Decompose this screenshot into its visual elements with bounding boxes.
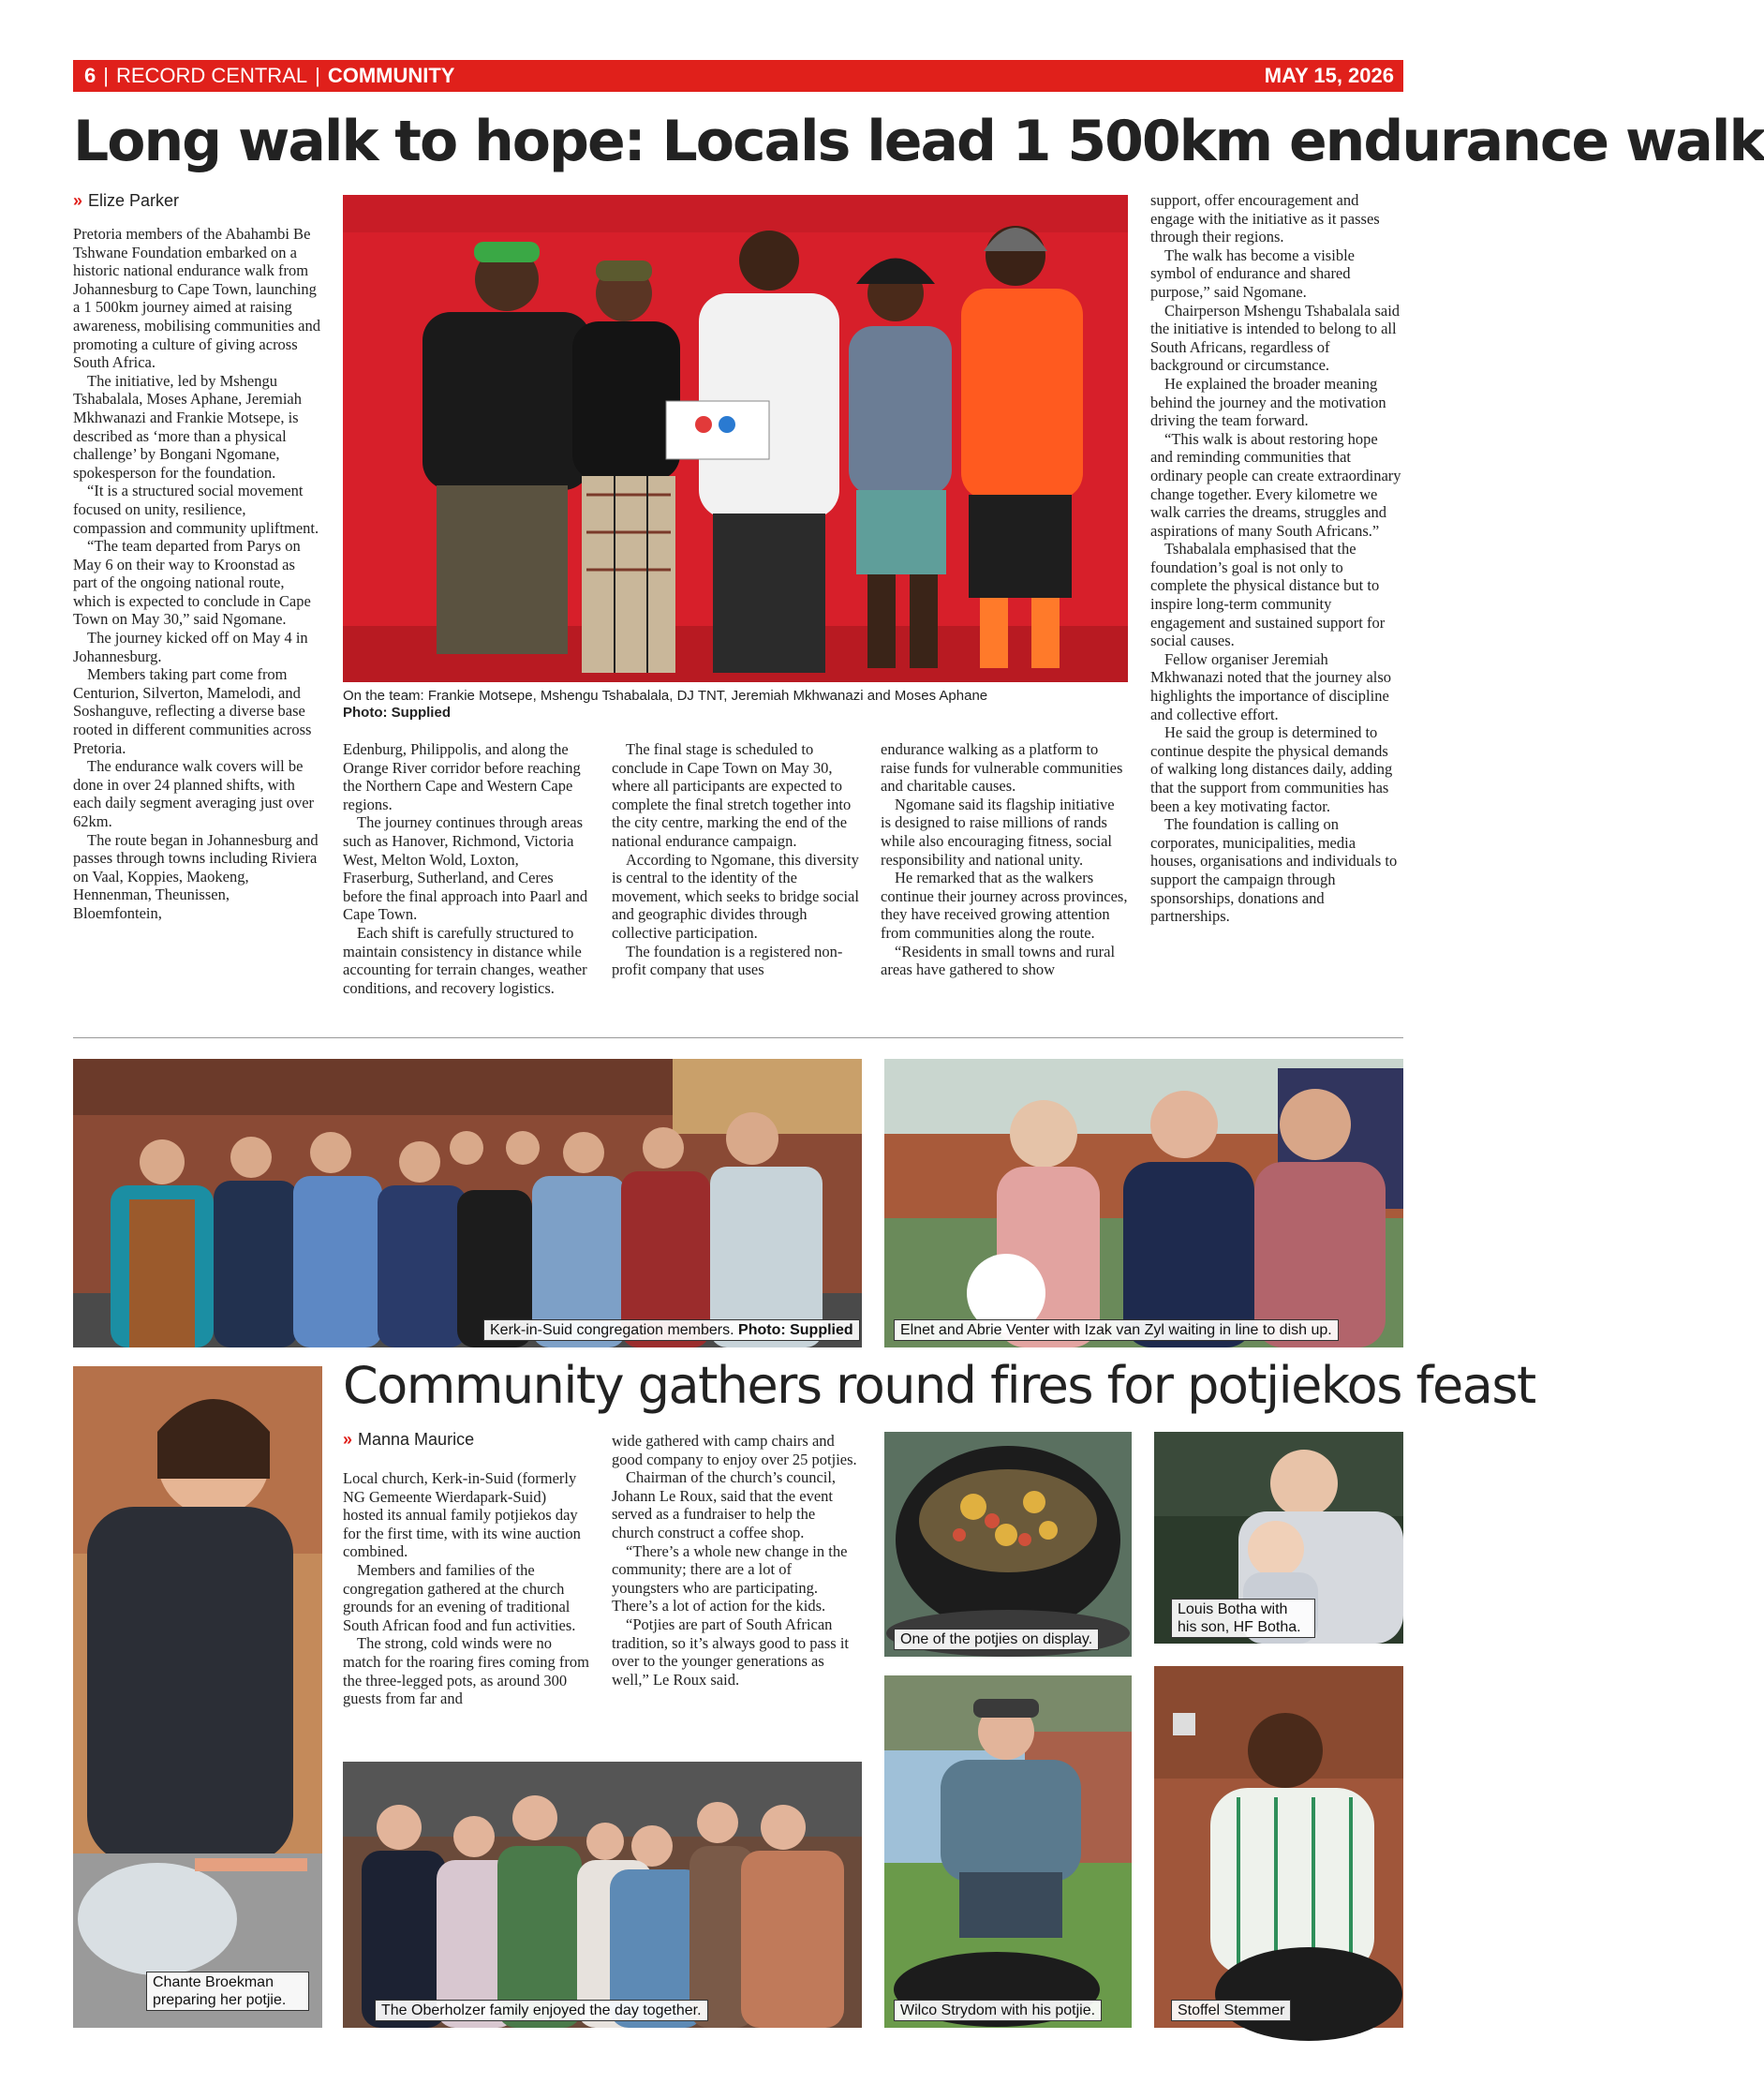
chevron-right-icon: »	[73, 191, 83, 210]
paragraph: “It is a structured social movement focused on unity, resilience, compassion and community upliftment.	[73, 482, 319, 537]
paragraph: The walk has become a visible symbol of endurance and shared purpose,” said Ngomane.	[1150, 246, 1355, 301]
paragraph: wide gathered with camp chairs and good company to enjoy over 25 potjies.	[612, 1432, 857, 1468]
kerk-photo-caption	[483, 1319, 860, 1341]
potjie-photo	[884, 1432, 1132, 1657]
story1-column-1	[73, 225, 320, 923]
paragraph: Tshabalala emphasised that the foundation’s goal is not only to complete the physical distance but to inspire long-term community engagement and sustained support for social causes.	[1150, 540, 1386, 650]
team-photo	[343, 195, 1128, 682]
paragraph: “Potjies are part of South African tradition, so it’s always good to pass it over to the younger generations as well,” Le Roux said.	[612, 1615, 849, 1689]
paragraph: “Residents in small towns and rural areas have gathered to show	[881, 942, 1116, 979]
paragraph: Edenburg, Philippolis, and along the Orange River corridor before reaching the Northern Cape and Western Cape regions.	[343, 740, 581, 813]
story2-byline	[343, 1430, 474, 1450]
story1-headline: Long walk to hope: Locals lead 1 500km endurance walk	[73, 109, 1764, 174]
caption-text: Kerk-in-Suid congregation members.	[490, 1322, 734, 1338]
section-divider	[73, 1037, 1403, 1038]
paragraph: “The team departed from Parys on May 6 on their way to Kroonstad as part of the ongoing national route, which is expected to conclude in Cape Town on May 30,” said Ngomane.	[73, 537, 311, 629]
oberholzer-photo-caption: The Oberholzer family enjoyed the day together.	[375, 2000, 708, 2021]
paragraph: Chairperson Mshengu Tshabalala said the initiative is intended to belong to all South Africans, regardless of background or circumstance.	[1150, 301, 1401, 375]
stoffel-photo	[1154, 1666, 1403, 2028]
wilco-photo	[884, 1675, 1132, 2028]
photo-credit: Photo: Supplied	[343, 705, 451, 721]
venter-photo-caption: Elnet and Abrie Venter with Izak van Zyl waiting in line to dish up.	[894, 1319, 1339, 1341]
wilco-photo-caption: Wilco Strydom with his potjie.	[894, 2000, 1102, 2021]
team-photo-illustration	[343, 195, 1128, 682]
paragraph: support, offer encouragement and engage with the initiative as it passes through their regions.	[1150, 191, 1380, 246]
stoffel-illustration	[1154, 1666, 1403, 2028]
paragraph: Members taking part come from Centurion, Silverton, Mamelodi, and Soshanguve, reflecting a diverse base rooted in different communities across Pretoria.	[73, 665, 312, 757]
paragraph: “There’s a whole new change in the community; there are a lot of youngsters who are participating. There’s a lot of action for the kids.	[612, 1541, 848, 1615]
potjie-photo-caption: One of the potjies on display.	[894, 1629, 1099, 1650]
paragraph: He remarked that as the walkers continue their journey across provinces, they have received growing attention from communities along the route.	[881, 869, 1128, 942]
story1-column-2	[343, 740, 590, 997]
story1-column-3	[612, 740, 859, 979]
story2-column-2	[612, 1432, 859, 1689]
kerk-in-suid-photo	[73, 1059, 862, 1347]
header-separator: |	[315, 64, 320, 87]
venter-illustration	[884, 1059, 1403, 1347]
stoffel-photo-caption: Stoffel Stemmer	[1171, 2000, 1291, 2021]
paragraph: “This walk is about restoring hope and reminding communities that ordinary people can create extraordinary change together. Every kilometre we walk carries the dreams, struggles and aspirations of many South Africans.”	[1150, 429, 1401, 540]
story1-column-4	[881, 740, 1128, 979]
potjie-illustration	[884, 1432, 1132, 1657]
paragraph: Members and families of the congregation gathered at the church grounds for an evening of traditional South African food and fun activities.	[343, 1560, 576, 1634]
venter-photo	[884, 1059, 1403, 1347]
story2-column-1	[343, 1469, 590, 1708]
paragraph: The final stage is scheduled to conclude in Cape Town on May 30, where all participants are expected to complete the final stretch together into the city centre, marking the end of the national endurance campaign.	[612, 740, 852, 850]
paragraph: Pretoria members of the Abahambi Be Tshwane Foundation embarked on a historic national endurance walk from Johannesburg to Cape Town, launching a 1 500km journey aimed at raising awareness, mobilising communities and promoting a culture of giving across South Africa.	[73, 225, 320, 372]
section-name: COMMUNITY	[327, 64, 455, 87]
paragraph: The route began in Johannesburg and passes through towns including Riviera on Vaal, Koppies, Maokeng, Hennenman, Theunissen, Bloemfontein,	[73, 830, 319, 922]
paragraph: He explained the broader meaning behind the journey and the motivation driving the team forward.	[1150, 374, 1386, 430]
paragraph: The initiative, led by Mshengu Tshabalala, Moses Aphane, Jeremiah Mkhwanazi and Frankie Motsepe, is described as ‘more than a physical challenge’ by Bongani Ngomane, spokesperson for the foundation.	[73, 371, 302, 482]
oberholzer-illustration	[343, 1762, 862, 2028]
page-number: 6	[84, 64, 96, 87]
chante-photo	[73, 1366, 322, 2028]
chante-photo-caption: Chante Broekman preparing her potjie.	[146, 1972, 309, 2011]
story2-author: Manna Maurice	[358, 1430, 475, 1449]
paragraph: The endurance walk covers will be done in over 24 planned shifts, with each daily segment averaging just over 62km.	[73, 757, 315, 830]
paragraph: Local church, Kerk-in-Suid (formerly NG Gemeente Wierdapark-Suid) hosted its annual family potjiekos day for the first time, with its wine auction combined.	[343, 1469, 581, 1561]
wilco-illustration	[884, 1675, 1132, 2028]
paragraph: He said the group is determined to continue despite the physical demands of walking long distances daily, adding that the support from communities has been a key motivating factor.	[1150, 723, 1393, 815]
page-header-bar	[73, 60, 1403, 92]
paragraph: The foundation is a registered non-profit company that uses	[612, 942, 843, 979]
paragraph: The strong, cold winds were no match for the roaring fires coming from the three-legged pots, as around 300 guests from far and	[343, 1634, 589, 1708]
header-separator: |	[103, 64, 109, 87]
paragraph: Each shift is carefully structured to maintain consistency in distance while accounting for terrain changes, weather conditions, and recovery logistics.	[343, 923, 587, 997]
paragraph: The journey continues through areas such as Hanover, Richmond, Victoria West, Melton Wold, Loxton, Fraserburg, Sutherland, and Ceres before the final approach into Paarl and Cape Town.	[343, 813, 588, 924]
caption-text: On the team: Frankie Motsepe, Mshengu Tshabalala, DJ TNT, Jeremiah Mkhwanazi and Moses Aphane	[343, 688, 988, 704]
story1-byline	[73, 191, 179, 211]
story1-column-5	[1150, 191, 1403, 926]
photo-credit: Photo: Supplied	[738, 1322, 853, 1338]
louis-botha-photo	[1154, 1432, 1403, 1644]
paragraph: endurance walking as a platform to raise funds for vulnerable communities and charitable causes.	[881, 740, 1123, 796]
story1-author: Elize Parker	[88, 191, 180, 210]
louis-botha-photo-caption: Louis Botha with his son, HF Botha.	[1171, 1599, 1315, 1638]
kerk-in-suid-illustration	[73, 1059, 862, 1347]
paragraph: Chairman of the church’s council, Johann Le Roux, said that the event served as a fundraiser to help the church construct a coffee shop.	[612, 1468, 837, 1541]
publication-name: RECORD CENTRAL	[115, 64, 308, 87]
paragraph: The journey kicked off on May 4 in Johannesburg.	[73, 629, 308, 665]
story2-headline: Community gathers round fires for potjiekos feast	[343, 1356, 1535, 1415]
team-photo-caption	[343, 688, 1128, 722]
issue-date: MAY 15, 2026	[1264, 64, 1394, 87]
chevron-right-icon: »	[343, 1430, 353, 1449]
paragraph: Fellow organiser Jeremiah Mkhwanazi noted that the journey also highlights the importance of discipline and collective effort.	[1150, 649, 1392, 723]
chante-illustration	[73, 1366, 322, 2028]
paragraph: The foundation is calling on corporates, municipalities, media houses, organisations and individuals to support the campaign through sponsorships, donations and partnerships.	[1150, 815, 1398, 926]
paragraph: Ngomane said its flagship initiative is designed to raise millions of rands while also encouraging fitness, social responsibility and national unity.	[881, 795, 1115, 869]
paragraph: According to Ngomane, this diversity is central to the identity of the movement, which seeks to bridge social and geographic divides through collective participation.	[612, 850, 859, 942]
oberholzer-family-photo	[343, 1762, 862, 2028]
